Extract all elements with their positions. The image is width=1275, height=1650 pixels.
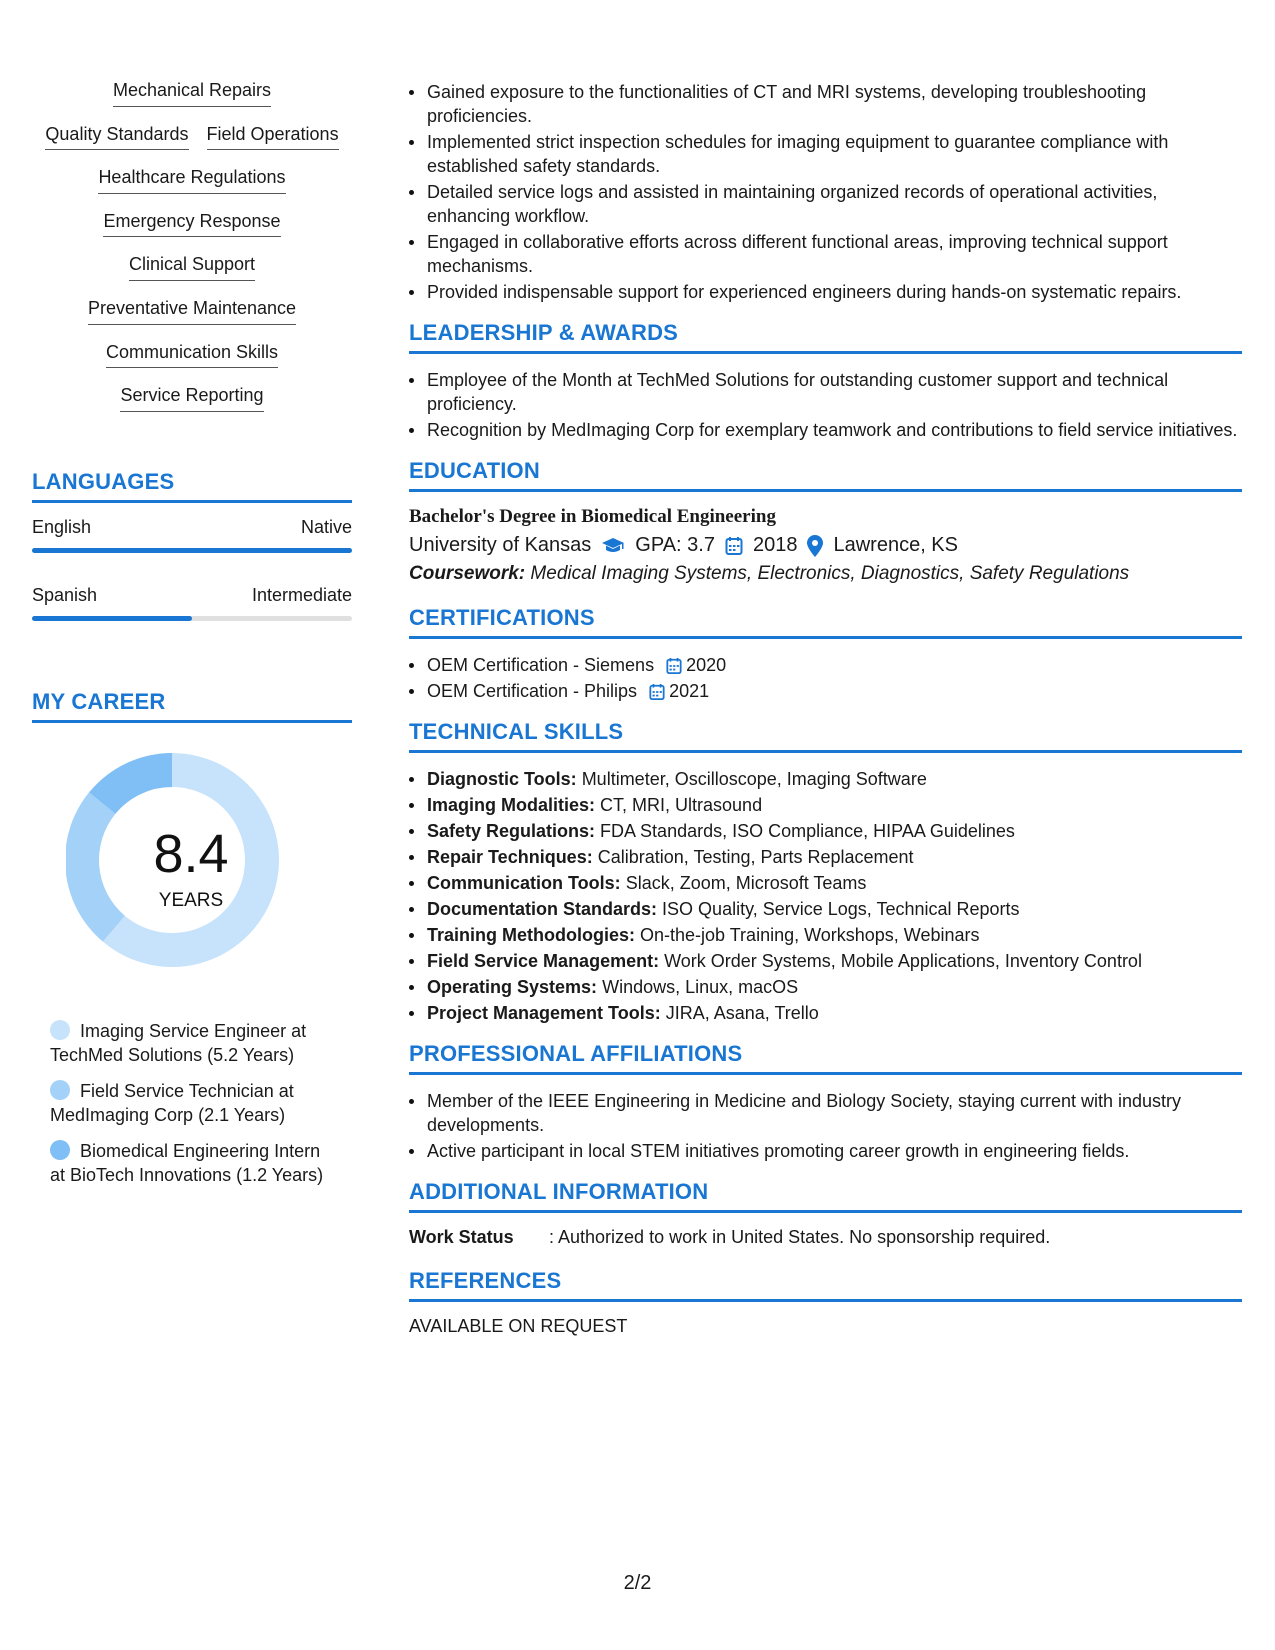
technical-skills-section — [409, 719, 1242, 1025]
references-text: AVAILABLE ON REQUEST — [409, 1316, 628, 1336]
affiliation-bullet: Active participant in local STEM initiatives promoting career growth in engineering fields. — [409, 1139, 1242, 1163]
work-status-value: : Authorized to work in United States. No sponsorship required. — [549, 1227, 1051, 1247]
references-section — [409, 1268, 1242, 1337]
career-legend — [32, 1019, 352, 1187]
language-level: Intermediate — [251, 584, 352, 605]
technical-skill-item — [409, 923, 1242, 947]
calendar-icon — [725, 536, 743, 556]
language-name: Spanish — [32, 584, 98, 605]
page-number: 2/2 — [623, 1572, 652, 1594]
certification-item — [409, 679, 1242, 703]
technical-skill-value: Work Order Systems, Mobile Applications, Inventory Control — [664, 951, 1142, 971]
education-degree: Bachelor's Degree in Biomedical Engineering — [409, 506, 776, 527]
skill-tag: Field Operations — [207, 124, 339, 151]
graduation-cap-icon — [601, 537, 625, 555]
technical-skill-item — [409, 949, 1242, 973]
skill-tag: Communication Skills — [106, 342, 278, 369]
technical-skills-list — [409, 767, 1242, 1025]
references-title: REFERENCES — [409, 1268, 1242, 1302]
education-gpa: GPA: 3.7 — [635, 534, 715, 556]
technical-skill-item — [409, 1001, 1242, 1025]
education-year: 2018 — [752, 534, 798, 556]
language-row — [32, 517, 352, 538]
technical-skill-item — [409, 767, 1242, 791]
technical-skill-value: Multimeter, Oscilloscope, Imaging Software — [581, 769, 927, 789]
skill-row — [120, 385, 263, 412]
technical-skill-label: Communication Tools: — [427, 873, 621, 893]
technical-skills-title: TECHNICAL SKILLS — [409, 719, 1242, 753]
leadership-bullet: Employee of the Month at TechMed Solutions for outstanding customer support and technical proficiency. — [409, 368, 1242, 416]
skill-row — [103, 211, 280, 238]
technical-skill-value: CT, MRI, Ultrasound — [600, 795, 763, 815]
certification-name: OEM Certification - Philips — [427, 681, 638, 701]
experience-bullet: Gained exposure to the functionalities of CT and MRI systems, developing troubleshooting proficiencies. — [409, 80, 1242, 128]
skill-tag: Preventative Maintenance — [88, 298, 296, 325]
affiliations-list — [409, 1089, 1242, 1163]
legend-dot — [50, 1140, 70, 1160]
skill-tag: Service Reporting — [120, 385, 263, 412]
skill-row — [113, 80, 271, 107]
technical-skill-label: Field Service Management: — [427, 951, 660, 971]
technical-skill-label: Diagnostic Tools: — [427, 769, 577, 789]
career-title: MY CAREER — [32, 689, 352, 723]
experience-bullet: Provided indispensable support for experienced engineers during hands-on systematic repairs. — [409, 280, 1242, 304]
technical-skill-item — [409, 845, 1242, 869]
education-section — [409, 458, 1242, 585]
legend-dot — [50, 1020, 70, 1040]
certification-item — [409, 653, 1242, 677]
technical-skill-item — [409, 793, 1242, 817]
certification-year: 2020 — [686, 655, 727, 675]
experience-bullet: Detailed service logs and assisted in maintaining organized records of operational activities, enhancing workflow. — [409, 180, 1242, 228]
technical-skill-label: Safety Regulations: — [427, 821, 596, 841]
skill-tag: Healthcare Regulations — [98, 167, 285, 194]
skill-tag: Quality Standards — [45, 124, 188, 151]
language-name: English — [32, 516, 92, 537]
experience-bullet: Engaged in collaborative efforts across different functional areas, improving technical support mechanisms. — [409, 230, 1242, 278]
languages-section — [32, 469, 352, 621]
affiliations-title: PROFESSIONAL AFFILIATIONS — [409, 1041, 1242, 1075]
technical-skill-label: Training Methodologies: — [427, 925, 635, 945]
skill-row — [88, 298, 296, 325]
education-title: EDUCATION — [409, 458, 1242, 492]
certifications-title: CERTIFICATIONS — [409, 605, 1242, 639]
language-level-fill — [32, 616, 192, 621]
language-level-bar — [32, 548, 352, 553]
languages-list — [32, 517, 352, 621]
work-status-label: Work Status — [409, 1227, 514, 1247]
coursework-value: Medical Imaging Systems, Electronics, Diagnostics, Safety Regulations — [530, 563, 1130, 584]
languages-title: LANGUAGES — [32, 469, 352, 503]
education-school: University of Kansas — [409, 534, 592, 556]
skill-tag: Mechanical Repairs — [113, 80, 271, 107]
technical-skill-label: Documentation Standards: — [427, 899, 658, 919]
skill-tag: Clinical Support — [129, 254, 255, 281]
technical-skill-label: Operating Systems: — [427, 977, 598, 997]
technical-skill-value: Windows, Linux, macOS — [602, 977, 799, 997]
technical-skill-value: JIRA, Asana, Trello — [665, 1003, 819, 1023]
calendar-icon — [666, 655, 682, 675]
skill-row — [129, 254, 255, 281]
education-location: Lawrence, KS — [833, 534, 958, 556]
technical-skill-item — [409, 871, 1242, 895]
leadership-bullet: Recognition by MedImaging Corp for exemplary teamwork and contributions to field service initiatives. — [409, 418, 1242, 442]
technical-skill-label: Project Management Tools: — [427, 1003, 661, 1023]
technical-skill-value: FDA Standards, ISO Compliance, HIPAA Guidelines — [600, 821, 1015, 841]
skill-row — [45, 124, 338, 151]
left-column — [32, 80, 352, 1199]
right-column — [409, 80, 1242, 1337]
language-item — [32, 585, 352, 621]
leadership-title: LEADERSHIP & AWARDS — [409, 320, 1242, 354]
language-row — [32, 585, 352, 606]
technical-skill-label: Repair Techniques: — [427, 847, 593, 867]
career-legend-item — [50, 1019, 330, 1067]
career-legend-label: Biomedical Engineering Intern at BioTech Innovations (1.2 Years) — [50, 1140, 324, 1185]
additional-section — [409, 1179, 1242, 1248]
technical-skill-item — [409, 897, 1242, 921]
language-level-fill — [32, 548, 352, 553]
certifications-section — [409, 605, 1242, 703]
certification-name: OEM Certification - Siemens — [427, 655, 655, 675]
experience-bullet: Implemented strict inspection schedules for imaging equipment to guarantee compliance with established safety standards. — [409, 130, 1242, 178]
career-legend-label: Imaging Service Engineer at TechMed Solutions (5.2 Years) — [50, 1020, 307, 1065]
coursework-label: Coursework: — [409, 563, 526, 584]
technical-skill-label: Imaging Modalities: — [427, 795, 596, 815]
affiliations-section — [409, 1041, 1242, 1163]
leadership-section — [409, 320, 1242, 442]
career-donut — [32, 753, 352, 993]
technical-skill-value: ISO Quality, Service Logs, Technical Reports — [662, 899, 1020, 919]
skills-tags — [32, 80, 352, 429]
technical-skill-item — [409, 975, 1242, 999]
legend-dot — [50, 1080, 70, 1100]
education-coursework — [409, 563, 1242, 585]
technical-skill-item — [409, 819, 1242, 843]
leadership-list — [409, 368, 1242, 442]
work-status-row — [409, 1227, 1242, 1248]
skill-row — [106, 342, 278, 369]
career-legend-item — [50, 1079, 330, 1127]
career-unit: YEARS — [158, 889, 224, 911]
experience-bullets — [409, 80, 1242, 304]
career-section — [32, 689, 352, 1187]
skill-row — [98, 167, 285, 194]
affiliation-bullet: Member of the IEEE Engineering in Medicine and Biology Society, staying current with industry developments. — [409, 1089, 1242, 1137]
technical-skill-value: Calibration, Testing, Parts Replacement — [597, 847, 914, 867]
language-level-bar — [32, 616, 352, 621]
technical-skill-value: On-the-job Training, Workshops, Webinars — [640, 925, 980, 945]
location-pin-icon — [807, 535, 823, 557]
career-legend-label: Field Service Technician at MedImaging Corp (2.1 Years) — [50, 1080, 294, 1125]
technical-skill-value: Slack, Zoom, Microsoft Teams — [625, 873, 867, 893]
certifications-list — [409, 653, 1242, 703]
additional-title: ADDITIONAL INFORMATION — [409, 1179, 1242, 1213]
calendar-icon — [649, 681, 665, 701]
education-meta — [409, 534, 1242, 557]
skill-tag: Emergency Response — [103, 211, 280, 238]
career-total: 8.4 — [153, 823, 229, 884]
language-level: Native — [300, 516, 352, 537]
language-item — [32, 517, 352, 553]
career-legend-item — [50, 1139, 330, 1187]
certification-year: 2021 — [669, 681, 710, 701]
